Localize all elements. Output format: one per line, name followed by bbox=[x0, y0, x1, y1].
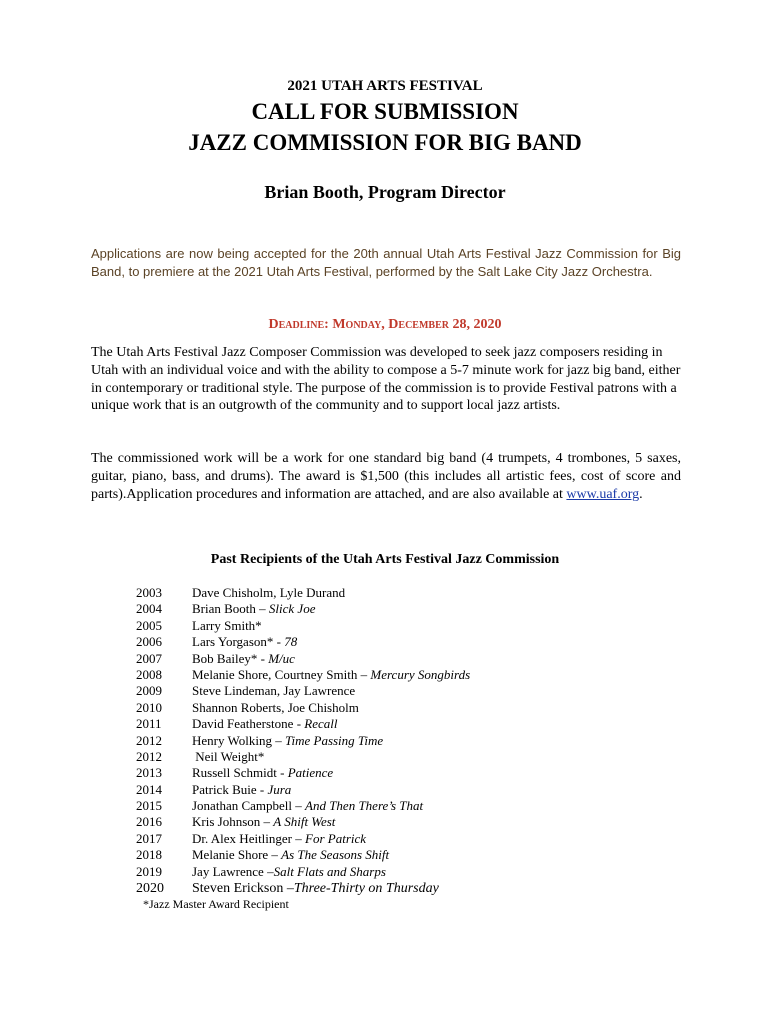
recipient-year: 2003 bbox=[136, 585, 162, 600]
commission-details bbox=[91, 450, 681, 503]
recipient-year: 2014 bbox=[136, 781, 162, 797]
recipient-row bbox=[136, 831, 470, 847]
recipient-work: Salt Flats and Sharps bbox=[273, 863, 386, 879]
recipient-row bbox=[136, 618, 470, 634]
recipient-row bbox=[136, 683, 470, 699]
recipient-name: Patrick Buie - bbox=[192, 781, 268, 797]
recipient-name: Bob Bailey* - bbox=[192, 650, 269, 666]
recipient-year: 2006 bbox=[136, 634, 162, 650]
recipient-work: Mercury Songbirds bbox=[370, 666, 471, 682]
recipient-list bbox=[136, 585, 470, 897]
recipient-name: Steven Erickson – bbox=[192, 881, 294, 897]
details-end: . bbox=[639, 486, 643, 502]
intro-paragraph: Applications are now being accepted for the 20th annual Utah Arts Festival Jazz Commission for Big Band, to premiere at the 2021 Utah Arts Festival, performed by the Salt Lake City Jazz Orchestra. bbox=[91, 246, 681, 279]
recipient-row bbox=[136, 880, 470, 897]
recipient-work: A Shift West bbox=[273, 814, 336, 830]
recipient-year: 2008 bbox=[136, 666, 162, 682]
recipient-name: Jay Lawrence – bbox=[192, 863, 274, 879]
recipient-name: Neil Weight* bbox=[192, 748, 265, 764]
program-director: Brian Booth, Program Director bbox=[264, 182, 506, 202]
recipient-name: Kris Johnson – bbox=[192, 814, 274, 830]
recipient-work: Slick Joe bbox=[268, 601, 316, 617]
recipient-name: Melanie Shore – bbox=[192, 847, 282, 863]
recipient-row bbox=[136, 733, 470, 749]
deadline: Deadline: Monday, December 28, 2020 bbox=[268, 317, 502, 332]
title-line-1: CALL FOR SUBMISSION bbox=[251, 99, 519, 124]
recipient-work: And Then There’s That bbox=[305, 798, 424, 814]
festival-heading: 2021 UTAH ARTS FESTIVAL bbox=[287, 78, 483, 94]
recipient-name: Larry Smith* bbox=[192, 617, 262, 633]
recipient-row bbox=[136, 585, 470, 601]
recipient-name: Russell Schmidt - bbox=[192, 765, 288, 781]
recipient-year: 2009 bbox=[136, 683, 162, 699]
recipient-row bbox=[136, 798, 470, 814]
recipient-work: Three-Thirty on Thursday bbox=[293, 881, 439, 897]
recipient-row bbox=[136, 716, 470, 732]
recipient-name: Jonathan Campbell – bbox=[192, 798, 306, 814]
recipient-work: M/uc bbox=[268, 650, 295, 666]
recipient-name: Lars Yorgason* - bbox=[192, 634, 285, 650]
recipient-row bbox=[136, 651, 470, 667]
recipient-work: Time Passing Time bbox=[284, 732, 384, 748]
recipient-row bbox=[136, 864, 470, 880]
recipient-work: As The Seasons Shift bbox=[281, 847, 390, 863]
recipient-year: 2017 bbox=[136, 830, 162, 846]
recipient-name: Shannon Roberts, Joe Chisholm bbox=[192, 699, 359, 715]
title-line-2: JAZZ COMMISSION FOR BIG BAND bbox=[188, 130, 582, 155]
recipient-year: 2012 bbox=[136, 732, 162, 748]
recipient-name: Steve Lindeman, Jay Lawrence bbox=[192, 683, 356, 699]
details-text: The commissioned work will be a work for one standard big band (4 trumpets, 4 trombones, 5 saxes, guitar, piano, bass, and drums). The award is $1,500 (this includes all artistic fees, cost of score and parts).Application procedures and information are attached, and are also available at bbox=[91, 451, 681, 502]
recipient-row bbox=[136, 814, 470, 830]
past-recipients-title: Past Recipients of the Utah Arts Festival Jazz Commission bbox=[210, 552, 560, 567]
recipient-year: 2004 bbox=[136, 601, 162, 617]
footnote: *Jazz Master Award Recipient bbox=[143, 897, 289, 911]
recipient-row bbox=[136, 765, 470, 781]
recipient-year: 2007 bbox=[136, 650, 162, 666]
recipient-name: Dr. Alex Heitlinger – bbox=[192, 830, 306, 846]
commission-description: The Utah Arts Festival Jazz Composer Commission was developed to seek jazz composers residing in Utah with an individual voice and with the ability to compose a 5-7 minute work for jazz big band, either in contemporary or traditional style. The purpose of the commission is to provide Festival patrons with a unique work that is an outgrowth of the community and to support local jazz artists. bbox=[91, 345, 681, 414]
recipient-work: Jura bbox=[267, 781, 292, 797]
recipient-name: David Featherstone - bbox=[192, 716, 305, 732]
recipient-name: Dave Chisholm, Lyle Durand bbox=[192, 585, 346, 600]
recipient-row bbox=[136, 634, 470, 650]
recipient-work: 78 bbox=[284, 634, 298, 650]
recipient-row bbox=[136, 667, 470, 683]
recipient-row bbox=[136, 847, 470, 863]
recipient-year: 2019 bbox=[136, 863, 162, 879]
recipient-year: 2015 bbox=[136, 798, 162, 814]
recipient-row bbox=[136, 700, 470, 716]
recipient-work: Recall bbox=[304, 716, 338, 732]
recipient-year: 2016 bbox=[136, 814, 162, 830]
recipient-year: 2012 bbox=[136, 748, 162, 764]
recipient-work: For Patrick bbox=[305, 830, 367, 846]
recipient-work: Patience bbox=[287, 765, 334, 781]
recipient-year: 2020 bbox=[136, 881, 164, 897]
recipient-year: 2010 bbox=[136, 699, 162, 715]
recipient-year: 2013 bbox=[136, 765, 162, 781]
recipient-name: Melanie Shore, Courtney Smith – bbox=[192, 666, 371, 682]
recipient-name: Brian Booth – bbox=[192, 601, 269, 617]
recipient-year: 2018 bbox=[136, 847, 162, 863]
recipient-row bbox=[136, 601, 470, 617]
recipient-year: 2011 bbox=[136, 716, 162, 732]
recipient-row bbox=[136, 749, 470, 765]
recipient-year: 2005 bbox=[136, 617, 162, 633]
uaf-link[interactable]: www.uaf.org bbox=[566, 486, 640, 502]
recipient-row bbox=[136, 782, 470, 798]
recipient-name: Henry Wolking – bbox=[192, 732, 285, 748]
